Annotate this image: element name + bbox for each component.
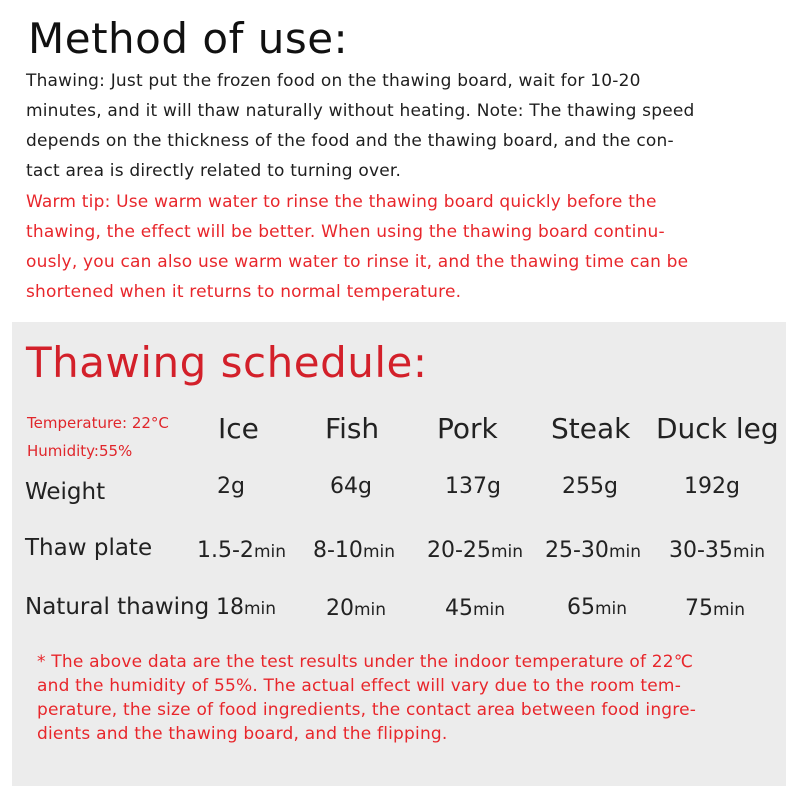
value-number: 137g	[445, 474, 501, 499]
column-header-steak: Steak	[551, 412, 631, 445]
value-unit: min	[253, 542, 286, 562]
row-label-thaw-plate: Thaw plate	[25, 535, 153, 561]
intro-line: Thawing: Just put the frozen food on the thawing board, wait for 10-20	[26, 71, 641, 91]
tip-line: shortened when it returns to normal temperature.	[26, 282, 462, 302]
value-number: 1.5-2	[197, 538, 254, 563]
value-unit: min	[354, 600, 387, 620]
value-number: 192g	[684, 474, 740, 499]
value-number: 18	[216, 595, 244, 620]
thaw-plate-steak	[545, 538, 641, 563]
thaw-plate-ice	[197, 538, 286, 563]
natural-duck-leg	[685, 596, 745, 621]
natural-pork	[445, 596, 505, 621]
value-number: 20	[326, 596, 354, 621]
value-number: 25-30	[545, 538, 609, 563]
row-label-natural-thawing: Natural thawing	[25, 594, 210, 620]
weight-steak	[562, 474, 618, 499]
value-number: 64g	[330, 474, 372, 499]
value-unit: min	[473, 600, 506, 620]
value-unit: min	[362, 542, 395, 562]
tip-line: ously, you can also use warm water to rinse it, and the thawing time can be	[26, 252, 689, 272]
natural-ice	[216, 595, 276, 620]
value-number: 8-10	[313, 538, 363, 563]
column-header-ice: Ice	[218, 412, 259, 445]
natural-fish	[326, 596, 386, 621]
value-unit: min	[713, 600, 746, 620]
thaw-plate-fish	[313, 538, 395, 563]
schedule-title: Thawing schedule:	[26, 338, 428, 387]
weight-fish	[330, 474, 372, 499]
tip-line: Warm tip: Use warm water to rinse the thawing board quickly before the	[26, 192, 657, 212]
value-number: 45	[445, 596, 473, 621]
value-unit: min	[608, 542, 641, 562]
thaw-plate-duck-leg	[669, 538, 765, 563]
weight-ice	[217, 474, 245, 499]
column-header-pork: Pork	[437, 412, 498, 445]
humidity-label: Humidity:55%	[27, 442, 133, 460]
value-number: 2g	[217, 474, 245, 499]
warm-tip	[26, 187, 786, 307]
value-number: 30-35	[669, 538, 733, 563]
note-line: perature, the size of food ingredients, the contact area between food ingre-	[37, 700, 697, 720]
test-conditions-note	[37, 650, 777, 746]
value-number: 75	[685, 596, 713, 621]
column-header-duck-leg: Duck leg	[656, 412, 779, 445]
weight-duck-leg	[684, 474, 740, 499]
intro-line: tact area is directly related to turning over.	[26, 161, 402, 181]
value-number: 255g	[562, 474, 618, 499]
thaw-plate-pork	[427, 538, 523, 563]
method-title: Method of use:	[28, 14, 349, 63]
value-number: 20-25	[427, 538, 491, 563]
note-line: dients and the thawing board, and the flipping.	[37, 724, 448, 744]
note-line: * The above data are the test results under the indoor temperature of 22℃	[37, 652, 694, 672]
intro-line: minutes, and it will thaw naturally without heating. Note: The thawing speed	[26, 101, 695, 121]
thawing-instructions	[26, 66, 786, 186]
value-unit: min	[595, 599, 628, 619]
value-number: 65	[567, 595, 595, 620]
value-unit: min	[244, 599, 277, 619]
value-unit: min	[732, 542, 765, 562]
value-unit: min	[490, 542, 523, 562]
natural-steak	[567, 595, 627, 620]
row-label-weight: Weight	[25, 479, 106, 505]
intro-line: depends on the thickness of the food and the thawing board, and the con-	[26, 131, 674, 151]
column-header-fish: Fish	[325, 412, 380, 445]
temperature-label: Temperature: 22°C	[27, 414, 169, 432]
note-line: and the humidity of 55%. The actual effect will vary due to the room tem-	[37, 676, 682, 696]
weight-pork	[445, 474, 501, 499]
tip-line: thawing, the effect will be better. When using the thawing board continu-	[26, 222, 665, 242]
